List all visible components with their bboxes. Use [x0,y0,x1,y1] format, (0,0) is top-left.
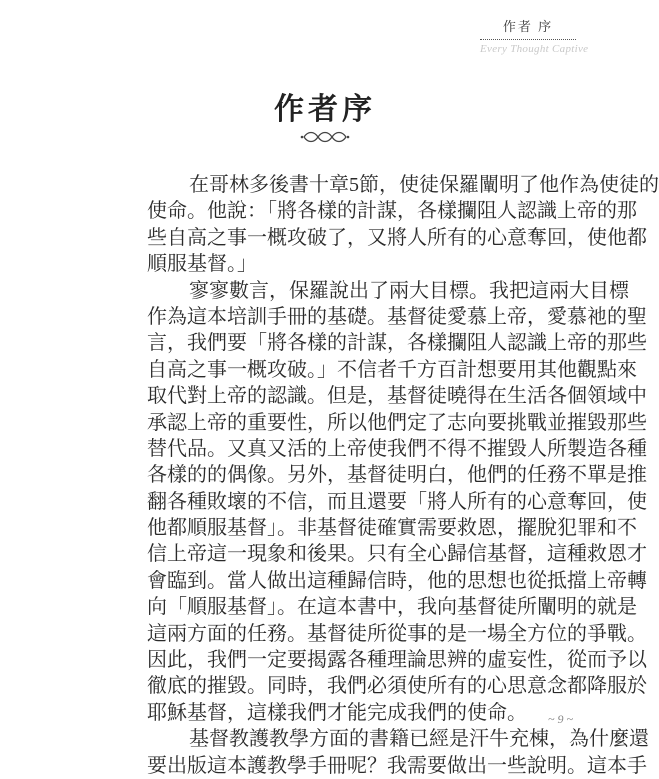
running-header [480,16,589,55]
text-line: 他都順服基督」。非基督徒確實需要救恩，擺脫犯罪和不 [147,517,637,540]
body-text [147,172,659,779]
text-line: 些自高之事一概攻破了，又將人所有的心意奪回，使他都 [147,226,647,249]
text-line: 這兩方面的任務。基督徒所從事的是一場全方位的爭戰。 [147,622,647,645]
dotted-divider [480,39,576,40]
text-line: 使命。他說：「將各樣的計謀，各樣攔阻人認識上帝的那 [147,200,637,223]
page-number: ~ 9 ~ [548,712,573,726]
text-line: 因此，我們一定要揭露各種理論思辨的虛妄性，從而予以 [147,649,647,672]
ornament-icon [300,128,350,146]
paragraph [147,278,647,727]
text-line: 順服基督。」 [147,253,257,276]
text-line: 承認上帝的重要性，所以他們定了志向要挑戰並摧毀那些 [147,411,647,434]
text-line: 徹底的摧毀。同時，我們必須使所有的心思意念都降服於 [147,675,647,698]
paragraph [147,726,649,779]
text-line: 作為這本培訓手冊的基礎。基督徒愛慕上帝，愛慕祂的聖 [147,305,647,328]
running-header-subtitle: Every Thought Captive [480,43,589,55]
text-line: 取代對上帝的認識。但是，基督徒曉得在生活各個領域中 [147,385,647,408]
text-line: 耶穌基督，這樣我們才能完成我們的使命。 [147,701,527,724]
text-line: 替代品。又真又活的上帝使我們不得不摧毀人所製造各種 [147,437,647,460]
text-line: 自高之事一概攻破。」不信者千方百計想要用其他觀點來 [147,358,637,381]
text-line: 會臨到。當人做出這種歸信時，他的思想也從抵擋上帝轉 [147,569,647,592]
text-line: 翻各種敗壞的不信，而且還要「將人所有的心意奪回，使 [147,490,647,513]
text-line: 基督教護教學方面的書籍已經是汗牛充棟，為什麼還 [189,728,649,751]
text-line: 各樣的的偶像。另外，基督徒明白，他們的任務不單是推 [147,464,647,487]
text-line: 要出版這本護教學手冊呢？我需要做出一些說明。這本手 [147,754,647,777]
paragraph [147,172,659,278]
text-line: 寥寥數言，保羅說出了兩大目標。我把這兩大目標 [189,279,629,302]
text-line: 在哥林多後書十章5節，使徒保羅闡明了他作為使徒的 [189,174,659,196]
text-line: 言，我們要「將各樣的計謀，各樣攔阻人認識上帝的那些 [147,332,647,355]
text-line: 信上帝這一現象和後果。只有全心歸信基督，這種救恩才 [147,543,647,566]
page-title: 作者序 [274,93,376,126]
running-header-title: 作者 序 [502,19,554,34]
text-line: 向「順服基督」。在這本書中，我向基督徒所闡明的就是 [147,596,637,619]
